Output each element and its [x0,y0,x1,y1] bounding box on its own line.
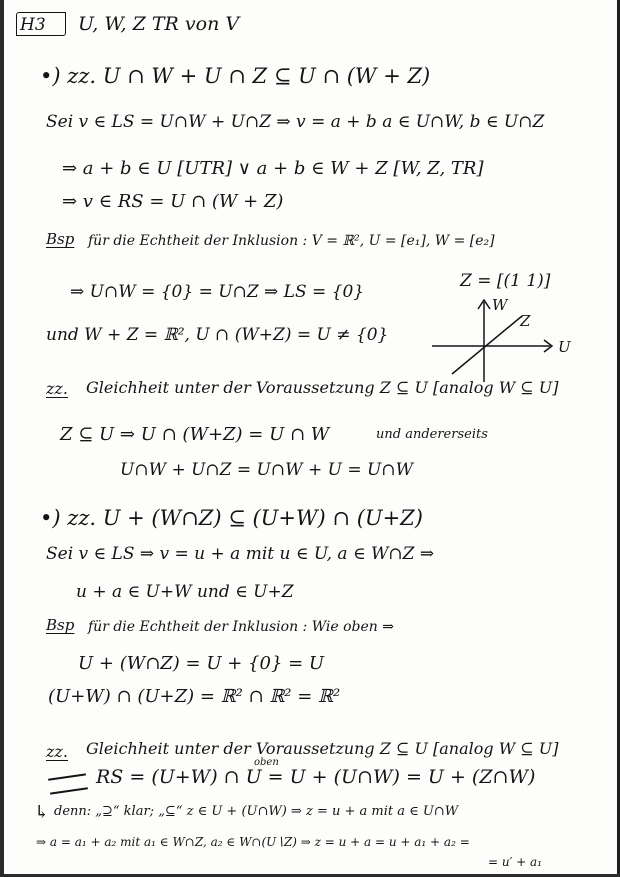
equality2-proof-end: = u′ + a₁ [488,855,542,869]
part2-example-heading: Bsp [46,616,75,634]
hook-arrow-icon: ↳ [34,802,50,823]
part2-claim: •) zz. U + (W∩Z) ⊆ (U+W) ∩ (U+Z) [40,506,423,530]
equality1-line-1: Z ⊆ U ⇒ U ∩ (W+Z) = U ∩ W [60,424,330,445]
part1-example-heading: Bsp [46,230,75,248]
equality2-proof-line: ⇒ a = a₁ + a₂ mit a₁ ∈ W∩Z, a₂ ∈ W∩(U∖Z) ⇒ z = u + a = u + a₁ + a₂ = [36,835,470,849]
equality1-text: Gleichheit unter der Voraussetzung Z ⊆ U [analog W ⊆ U] [86,378,559,397]
part1-line-1: Sei v ∈ LS = U∩W + U∩Z ⇒ v = a + b a ∈ U∩W, b ∈ U∩Z [46,112,545,132]
equality2-heading: zz. [46,742,68,761]
part1-example-z: Z = [(1 1)] [460,271,551,291]
equality1-line-3: U∩W + U∩Z = U∩W + U = U∩W [120,460,414,480]
part1-claim: •) zz. U ∩ W + U ∩ Z ⊆ U ∩ (W + Z) [40,64,431,88]
equality1-heading: zz. [46,379,68,398]
equality2-rs-line: RS = (U+W) ∩ U = U + (U∩W) = U + (Z∩W) [96,766,536,788]
part1-example-line-2: und W + Z = ℝ², U ∩ (W+Z) = U ≠ {0} [46,325,389,345]
equality2-text: Gleichheit unter der Voraussetzung Z ⊆ U [analog W ⊆ U] [86,739,559,758]
part1-line-2: ⇒ a + b ∈ U [UTR] ∨ a + b ∈ W + Z [W, Z, TR] [62,158,484,179]
part1-example-line-1: ⇒ U∩W = {0} = U∩Z ⇒ LS = {0} [70,282,365,302]
exercise-given: U, W, Z TR von V [78,13,240,35]
coordinate-sketch [426,296,578,388]
z-line [452,316,522,374]
crossed-out-word [48,773,88,794]
u-axis-label: U [558,338,571,356]
part2-example-line-2: (U+W) ∩ (U+Z) = ℝ² ∩ ℝ² = ℝ² [48,686,341,707]
exercise-number: H3 [20,15,46,35]
part2-example-line-1: U + (W∩Z) = U + {0} = U [78,653,325,674]
equality2-proof-intro: denn: „⊇“ klar; „⊆“ z ∈ U + (U∩W) ⇒ z = u + a mit a ∈ U∩W [54,804,459,819]
part1-example-text: für die Echtheit der Inklusion : V = ℝ², U = [e₁], W = [e₂] [88,233,495,249]
equality2-over-eq: oben [254,757,279,768]
w-axis-label: W [492,296,508,314]
equality1-line-2: und andererseits [376,427,488,442]
part2-line-2: u + a ∈ U+W und ∈ U+Z [76,582,294,602]
part2-line-1: Sei v ∈ LS ⇒ v = u + a mit u ∈ U, a ∈ W∩Z ⇒ [46,544,435,564]
part2-example-text: für die Echtheit der Inklusion : Wie oben ⇒ [88,619,394,635]
z-line-label: Z [520,312,531,330]
part1-line-3: ⇒ v ∈ RS = U ∩ (W + Z) [62,191,284,212]
scan-edge-left [0,0,4,877]
